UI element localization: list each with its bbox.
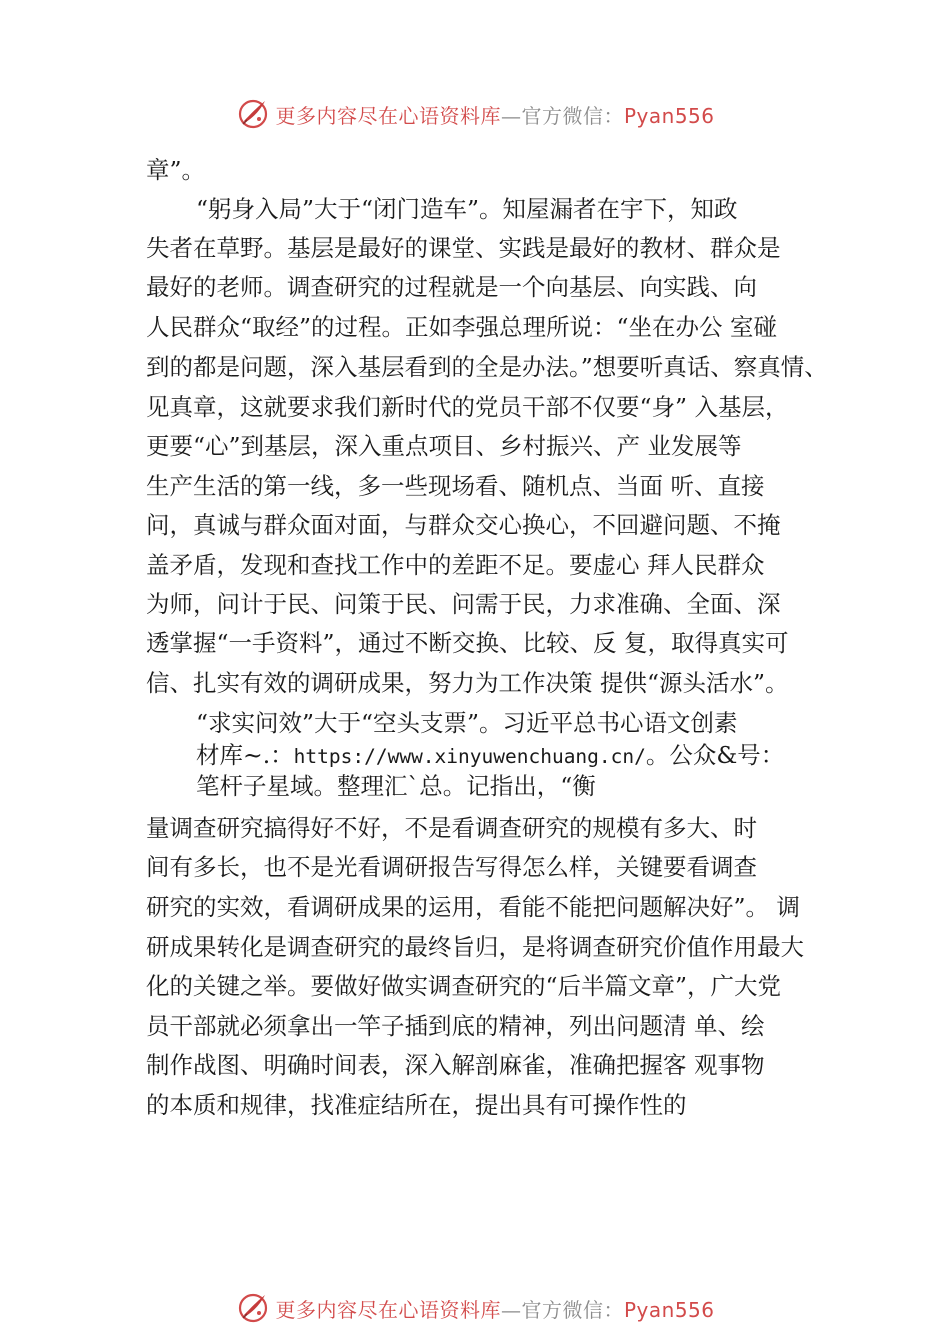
paragraph-line: 信、扎实有效的调研成果，努力为工作决策 提供“源头活水”。 [146,669,789,697]
paragraph-line: 人民群众“取经”的过程。正如李强总理所说：“坐在办公 室碰 [146,313,778,341]
banner-main-text: 更多内容尽在心语资料库 [275,103,501,128]
paragraph-line: “求实问效”大于“空头支票”。习近平总书心语文创素 [196,709,738,737]
banner-separator-text: —官方微信： [500,1297,624,1322]
banner-wechat-id: Pyan556 [623,1297,715,1322]
paragraph-line: 的本质和规律，找准症结所在，提出具有可操作性的 [146,1091,687,1119]
paragraph-line: 为师，问计于民、问策于民、问需于民，力求准确、全面、深 [146,590,781,618]
paragraph-line: 员干部就必须拿出一竿子插到底的精神，列出问题清 单、绘 [146,1012,765,1040]
watermark-text: 材库~.： [196,741,294,769]
banner-main-text: 更多内容尽在心语资料库 [275,1297,501,1322]
paragraph-line: 制作战图、明确时间表，深入解剖麻雀，准确把握客 观事物 [146,1051,765,1079]
header-banner [0,94,950,134]
paragraph-line-with-url [196,740,784,772]
paragraph-line: 研究的实效，看调研成果的运用，看能不能把问题解决好”。 调 [146,893,800,921]
paragraph-line: 最好的老师。调查研究的过程就是一个向基层、向实践、向 [146,273,757,301]
paragraph-line: 研成果转化是调查研究的最终旨归，是将调查研究价值作用最大 [146,933,804,961]
paragraph-line: 间有多长，也不是光看调研报告写得怎么样，关键要看调查 [146,853,757,881]
paragraph-line: 到的都是问题，深入基层看到的全是办法。”想要听真话、察真情、 [146,353,828,381]
watermark-text: 。公众&号： [645,741,785,769]
paragraph-line: 章”。 [146,156,206,184]
banner-separator-text: —官方微信： [500,103,624,128]
paragraph-line: 失者在草野。基层是最好的课堂、实践是最好的教材、群众是 [146,234,781,262]
paragraph-line: 化的关键之举。要做好做实调查研究的“后半篇文章”，广大党 [146,972,782,1000]
footer-banner-text [275,1294,714,1323]
quill-seal-logo-icon [235,1290,271,1326]
header-banner-text [275,100,714,129]
paragraph-line: “躬身入局”大于“闭门造车”。知屋漏者在宇下，知政 [196,195,738,223]
paragraph-line: 见真章，这就要求我们新时代的党员干部不仅要“身” 入基层， [146,393,789,421]
footer-banner [0,1288,950,1328]
paragraph-line: 笔杆子星域。整理汇`总。记指出，“衡 [196,772,596,800]
paragraph-line: 生产生活的第一线，多一些现场看、随机点、当面 听、直接 [146,472,765,500]
banner-wechat-id: Pyan556 [623,103,715,128]
quill-seal-logo-icon [235,96,271,132]
paragraph-line: 透掌握“一手资料”，通过不断交换、比较、反 复，取得真实可 [146,629,789,657]
paragraph-line: 问，真诚与群众面对面，与群众交心换心，不回避问题、不掩 [146,511,781,539]
paragraph-line: 盖矛盾，发现和查找工作中的差距不足。要虚心 拜人民群众 [146,551,765,579]
paragraph-line: 更要“心”到基层，深入重点项目、乡村振兴、产 业发展等 [146,432,742,460]
website-url: https://www.xinyuwenchuang.cn/ [293,745,646,768]
paragraph-line: 量调查研究搞得好不好，不是看调查研究的规模有多大、时 [146,814,757,842]
